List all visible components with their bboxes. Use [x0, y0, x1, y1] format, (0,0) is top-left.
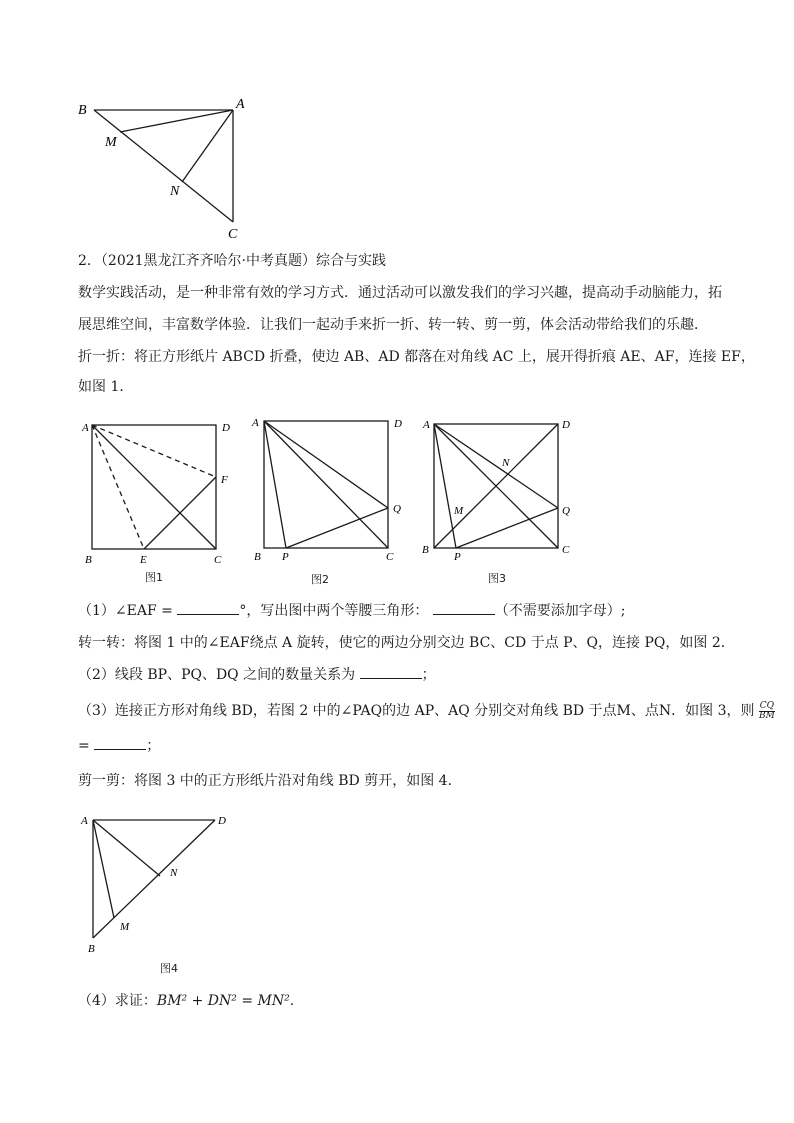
q1-answer-blank-angle[interactable]: [177, 600, 239, 615]
q3-fraction-denominator: BM: [758, 710, 775, 721]
fig3-label-D: D: [562, 419, 570, 431]
q1-answer-blank-triangles[interactable]: [433, 600, 495, 615]
fig3-label-C: C: [562, 544, 570, 556]
q2-text: （2）线段 BP、PQ、DQ 之间的数量关系为: [78, 667, 356, 683]
fig2-label-D: D: [394, 418, 402, 430]
fig2-label-B: B: [254, 551, 261, 563]
fig1-label-E: E: [140, 554, 147, 566]
label-N: N: [170, 184, 180, 199]
fig2-label-C: C: [386, 551, 394, 563]
figure-3: [420, 410, 590, 570]
figure-4: [80, 808, 250, 958]
fig2-label-A: A: [252, 417, 259, 429]
fig1-label-D: D: [222, 422, 230, 434]
figure-1-caption: 图1: [145, 571, 163, 584]
figure-2-caption: 图2: [311, 573, 329, 586]
fold-instruction-line-2: 如图 1．: [78, 379, 134, 395]
q4-text: （4）求证：: [78, 993, 157, 1009]
fig3-label-Q: Q: [562, 505, 570, 517]
figure-4-caption: 图4: [160, 962, 178, 975]
q3-answer-blank[interactable]: [94, 735, 146, 750]
intro-line-1: 数学实践活动，是一种非常有效的学习方式．通过活动可以激发我们的学习兴趣，提高动手动脑能力，拓: [78, 285, 722, 301]
label-C: C: [228, 227, 238, 242]
fig3-label-N: N: [502, 457, 510, 469]
q1-text-a: （1）∠EAF =: [78, 603, 173, 619]
intro-line-2: 展思维空间，丰富数学体验．让我们一起动手来折一折、转一转、剪一剪，体会活动带给我们的乐趣．: [78, 317, 708, 333]
q1-text-b: °，写出图中两个等腰三角形：: [239, 603, 429, 619]
q3-end: ；: [146, 738, 161, 754]
q3-equals: =: [78, 738, 90, 754]
fig3-label-A: A: [423, 419, 430, 431]
fig1-label-C: C: [214, 554, 222, 566]
fig4-label-B: B: [88, 943, 95, 955]
fig4-label-M: M: [120, 921, 130, 933]
label-A: A: [236, 97, 245, 112]
question-3-line-1: [78, 700, 775, 722]
fig1-label-F: F: [221, 474, 228, 486]
fold-instruction-line-1: 折一折：将正方形纸片 ABCD 折叠，使边 AB、AD 都落在对角线 AC 上，展开得折痕 AE、AF，连接 EF，: [78, 349, 755, 365]
question-4: [78, 990, 728, 1012]
q4-equation: BM² + DN² = MN².: [156, 993, 295, 1009]
fig2-label-P: P: [282, 551, 289, 563]
fig1-label-B: B: [85, 554, 92, 566]
label-B: B: [78, 103, 87, 118]
q1-text-c: （不需要添加字母）;: [494, 603, 626, 619]
rotate-instruction: 转一转：将图 1 中的∠EAF绕点 A 旋转，使它的两边分别交边 BC、CD 于点 P、Q，连接 PQ，如图 2．: [78, 635, 735, 651]
fig2-label-Q: Q: [393, 503, 401, 515]
fig1-label-A: A: [82, 422, 89, 434]
figure-2: [248, 410, 408, 570]
q2-answer-blank[interactable]: [360, 664, 422, 679]
label-M: M: [105, 135, 117, 150]
q3-text-a: （3）连接正方形对角线 BD，若图 2 中的∠PAQ的边 AP、AQ 分别交对角线 BD 于点M、点N．如图 3，则: [78, 703, 755, 719]
figure-3-caption: 图3: [488, 572, 506, 585]
fig4-label-D: D: [218, 815, 226, 827]
figure-1: [80, 415, 240, 575]
fig3-label-M: M: [454, 505, 464, 517]
q3-fraction: [759, 702, 775, 721]
top-triangle-figure: [70, 90, 260, 250]
q2-end: ；: [421, 667, 436, 683]
cut-instruction: 剪一剪：将图 3 中的正方形纸片沿对角线 BD 剪开，如图 4．: [78, 773, 462, 789]
question-3-line-2: [78, 735, 728, 757]
fig4-label-N: N: [170, 867, 178, 879]
fig3-label-P: P: [454, 551, 461, 563]
q3-fraction-numerator: CQ: [759, 700, 775, 711]
fig3-label-B: B: [422, 544, 429, 556]
question-1: [78, 600, 728, 622]
problem-title: 2．（2021黑龙江齐齐哈尔·中考真题）综合与实践: [78, 253, 386, 269]
question-2: [78, 664, 728, 686]
fig4-label-A: A: [81, 815, 88, 827]
